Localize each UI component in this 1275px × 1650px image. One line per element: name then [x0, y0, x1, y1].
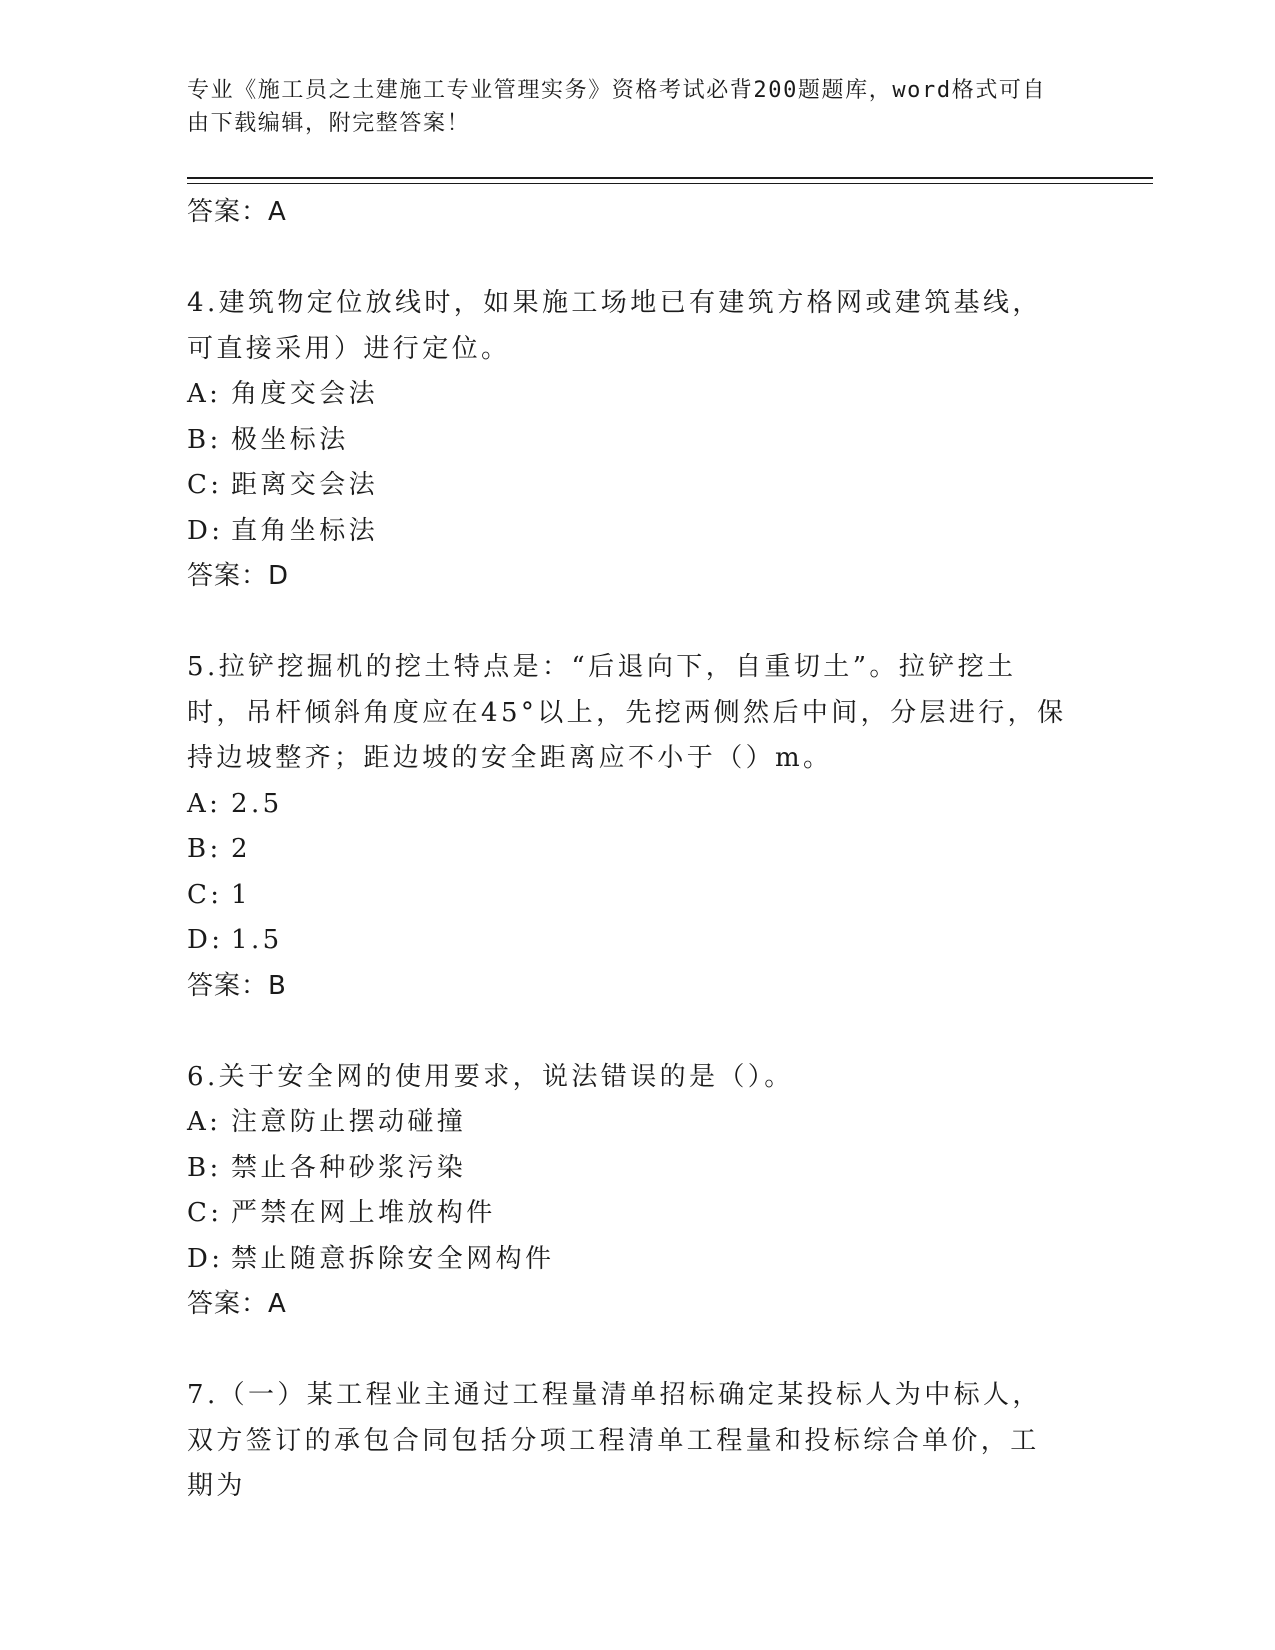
answer-line: 答案：D [187, 561, 290, 591]
option-text: 1 [231, 879, 251, 910]
question-block [187, 281, 1067, 599]
question-block [187, 1055, 1067, 1328]
option-c [187, 873, 1067, 919]
option-b [187, 1146, 1067, 1192]
header-rule-thick [187, 177, 1153, 179]
option-letter: C: [187, 879, 223, 910]
option-a [187, 1100, 1067, 1146]
question-stem: 4.建筑物定位放线时，如果施工场地已有建筑方格网或建筑基线，可直接采用）进行定位。 [187, 288, 1042, 364]
document-body [187, 190, 1067, 1510]
question-block [187, 645, 1067, 1009]
option-letter: B: [187, 834, 222, 864]
option-text: 禁止随意拆除安全网构件 [231, 1243, 555, 1274]
answer-line: 答案：B [187, 970, 287, 1001]
option-letter: C: [187, 470, 223, 500]
option-d [187, 918, 1067, 964]
option-d [187, 509, 1067, 555]
option-text: 注意防止摆动碰撞 [231, 1107, 467, 1137]
option-letter: B: [187, 1152, 222, 1183]
option-text: 禁止各种砂浆污染 [231, 1152, 467, 1183]
option-letter: B: [187, 424, 222, 455]
option-c [187, 463, 1067, 509]
option-text: 直角坐标法 [231, 515, 379, 546]
option-text: 角度交会法 [231, 379, 379, 409]
option-b [187, 418, 1067, 464]
option-text: 2 [231, 834, 251, 864]
question-stem: 7.（一）某工程业主通过工程量清单招标确定某投标人为中标人，双方签订的承包合同包括分项工程清单工程量和投标综合单价，工期为 [187, 1380, 1042, 1501]
header-rule-thin [187, 183, 1153, 184]
option-text: 距离交会法 [231, 470, 379, 500]
question-stem: 6.关于安全网的使用要求，说法错误的是（）。 [187, 1061, 794, 1092]
option-c [187, 1191, 1067, 1237]
option-text: 1.5 [231, 925, 283, 955]
option-a [187, 782, 1067, 828]
option-text: 2.5 [231, 788, 283, 819]
option-letter: D: [187, 515, 224, 546]
option-d [187, 1237, 1067, 1283]
option-letter: A: [187, 379, 222, 409]
option-letter: D: [187, 925, 224, 955]
option-text: 严禁在网上堆放构件 [231, 1198, 496, 1228]
option-letter: A: [187, 788, 222, 819]
option-text: 极坐标法 [231, 424, 349, 455]
option-letter: D: [187, 1243, 224, 1274]
option-letter: C: [187, 1198, 223, 1228]
option-b [187, 827, 1067, 873]
answer-line: 答案：A [187, 197, 287, 227]
document-header: 专业《施工员之土建施工专业管理实务》资格考试必背200题题库，word格式可自由下载编辑，附完整答案！ [187, 78, 1047, 136]
option-a [187, 372, 1067, 418]
question-stem: 5.拉铲挖掘机的挖土特点是：“后退向下，自重切土”。拉铲挖土时，吊杆倾斜角度应在45°以上，先挖两侧然后中间，分层进行，保持边坡整齐；距边坡的安全距离应不小于（）m。 [187, 652, 1067, 773]
question-block [187, 1373, 1067, 1510]
option-letter: A: [187, 1107, 222, 1137]
answer-line: 答案：A [187, 1289, 287, 1319]
